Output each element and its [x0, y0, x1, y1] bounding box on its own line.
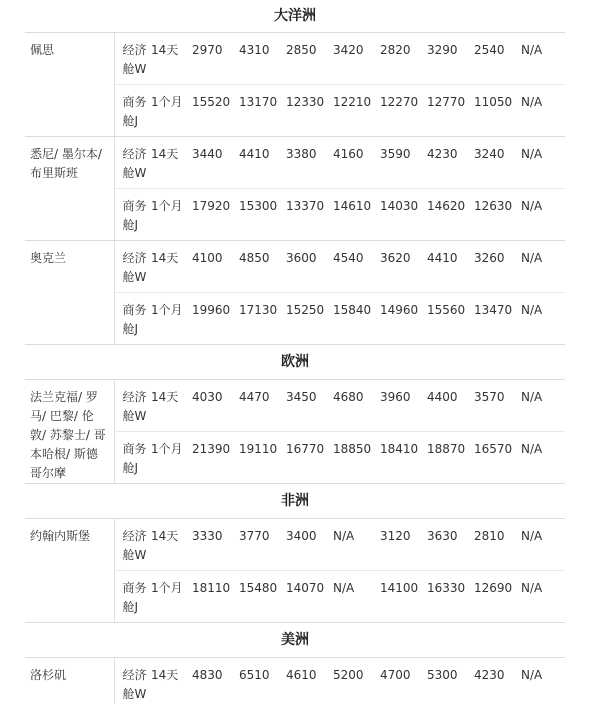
fare-price: 11050 — [472, 85, 519, 137]
fare-price: 3290 — [425, 33, 472, 85]
cabin-class: 商务舱J — [114, 571, 151, 623]
fare-row — [25, 137, 565, 189]
city-name: 佩思 — [25, 33, 114, 137]
fare-price: 3620 — [378, 241, 425, 293]
fare-price: 4030 — [190, 380, 237, 432]
city-name: 法兰克福/ 罗马/ 巴黎/ 伦敦/ 苏黎士/ 哥本哈根/ 斯德哥尔摩 — [25, 380, 114, 484]
fare-row — [25, 33, 565, 85]
fare-price: 3330 — [190, 519, 237, 571]
fare-price: 3570 — [472, 380, 519, 432]
cabin-class: 商务舱J — [114, 85, 151, 137]
fare-price: 3400 — [284, 519, 331, 571]
fare-price: 12270 — [378, 85, 425, 137]
fare-price: 4410 — [237, 137, 284, 189]
fare-price: 18850 — [331, 432, 378, 484]
cabin-class: 经济舱W — [114, 137, 151, 189]
fare-price: 6510 — [239, 668, 270, 682]
cabin-class: 商务舱J — [114, 293, 151, 345]
fare-price: 14960 — [378, 293, 425, 345]
city-name: 悉尼/ 墨尔本/ 布里斯班 — [25, 137, 114, 241]
stay-duration: 1个月 — [151, 189, 190, 241]
region-header-row — [25, 345, 565, 380]
fare-price: 3600 — [284, 241, 331, 293]
fare-price: N/A — [519, 189, 565, 241]
city-name: 约翰内斯堡 — [25, 519, 114, 623]
fare-price: 14030 — [378, 189, 425, 241]
fare-price: 2540 — [472, 33, 519, 85]
stay-duration: 1个月 — [151, 571, 190, 623]
region-title: 美洲 — [25, 623, 565, 658]
fare-price: 19110 — [237, 432, 284, 484]
fare-price: 2970 — [190, 33, 237, 85]
fare-price: 3450 — [284, 380, 331, 432]
fare-table — [25, 0, 565, 704]
fare-price: 18410 — [378, 432, 425, 484]
fare-price: 15300 — [237, 189, 284, 241]
fare-price: 13170 — [237, 85, 284, 137]
fare-price: N/A — [519, 380, 565, 432]
fare-price: 12770 — [425, 85, 472, 137]
cabin-class: 经济舱W — [114, 380, 151, 432]
fare-price: 12330 — [284, 85, 331, 137]
fare-price: 3420 — [331, 33, 378, 85]
cabin-class: 经济舱W — [114, 241, 151, 293]
fare-price: 2820 — [378, 33, 425, 85]
fare-price: 5200 — [333, 668, 364, 682]
fare-price: 3440 — [190, 137, 237, 189]
fare-row — [25, 380, 565, 432]
region-title: 欧洲 — [25, 345, 565, 380]
fare-price: 3590 — [378, 137, 425, 189]
fare-price: 4540 — [331, 241, 378, 293]
fare-price: 4830 — [192, 668, 223, 682]
fare-price: 12210 — [331, 85, 378, 137]
fare-price: 15840 — [331, 293, 378, 345]
fare-price: 18870 — [425, 432, 472, 484]
fare-price: 15250 — [284, 293, 331, 345]
fare-price: 14070 — [284, 571, 331, 623]
fare-price: N/A — [519, 432, 565, 484]
fare-price: 3240 — [472, 137, 519, 189]
fare-row — [25, 241, 565, 293]
stay-duration: 14天 — [151, 137, 190, 189]
fare-price: 17130 — [237, 293, 284, 345]
cabin-class: 商务舱J — [114, 189, 151, 241]
cabin-class: 商务舱J — [114, 432, 151, 484]
fare-price: 2850 — [284, 33, 331, 85]
fare-price: 3770 — [237, 519, 284, 571]
fare-price: N/A — [521, 668, 543, 682]
fare-price: 17920 — [190, 189, 237, 241]
region-title: 非洲 — [25, 484, 565, 519]
fare-price: 15480 — [237, 571, 284, 623]
fare-price: N/A — [519, 85, 565, 137]
fare-price: 12690 — [472, 571, 519, 623]
fare-price: N/A — [519, 137, 565, 189]
stay-duration: 1个月 — [151, 432, 190, 484]
fare-price: 14100 — [378, 571, 425, 623]
fare-price: 14610 — [331, 189, 378, 241]
cabin-class: 经济舱W — [114, 519, 151, 571]
fare-price: 4310 — [237, 33, 284, 85]
fare-price: 21390 — [190, 432, 237, 484]
fare-price: N/A — [331, 571, 378, 623]
city-name: 奥克兰 — [25, 241, 114, 345]
fare-price: 16570 — [472, 432, 519, 484]
fare-price: 4230 — [425, 137, 472, 189]
fare-price: 2810 — [472, 519, 519, 571]
fare-price: N/A — [519, 293, 565, 345]
fare-price: 3960 — [378, 380, 425, 432]
fare-table-body — [25, 0, 565, 704]
fare-price: 19960 — [190, 293, 237, 345]
region-header-row — [25, 623, 565, 658]
fare-price: 16770 — [284, 432, 331, 484]
stay-duration: 1个月 — [151, 293, 190, 345]
fare-price: 4700 — [380, 668, 411, 682]
fare-price: 5300 — [427, 668, 458, 682]
fare-price: 4400 — [425, 380, 472, 432]
fare-price: 12630 — [472, 189, 519, 241]
stay-duration: 14天 — [151, 380, 190, 432]
fare-price: 16330 — [425, 571, 472, 623]
fare-row — [25, 519, 565, 571]
fare-price: 18110 — [190, 571, 237, 623]
fare-price: 3380 — [284, 137, 331, 189]
region-header-row — [25, 484, 565, 519]
fare-price: 13470 — [472, 293, 519, 345]
fare-price: 4610 — [286, 668, 317, 682]
fare-price: 4100 — [190, 241, 237, 293]
stay-duration: 14天 — [151, 668, 179, 682]
fare-price: N/A — [519, 33, 565, 85]
fare-price: 4410 — [425, 241, 472, 293]
fare-price: 15560 — [425, 293, 472, 345]
fare-price: 3260 — [472, 241, 519, 293]
stay-duration: 1个月 — [151, 85, 190, 137]
fare-price: 4680 — [331, 380, 378, 432]
region-title: 大洋洲 — [25, 0, 565, 33]
stay-duration: 14天 — [151, 241, 190, 293]
fare-price: N/A — [519, 241, 565, 293]
fare-price: N/A — [519, 519, 565, 571]
fare-price: 4230 — [474, 668, 505, 682]
fare-price: N/A — [331, 519, 378, 571]
fare-row — [25, 658, 565, 705]
fare-price: 13370 — [284, 189, 331, 241]
fare-price: 4160 — [331, 137, 378, 189]
fare-price: N/A — [519, 571, 565, 623]
stay-duration: 14天 — [151, 33, 190, 85]
region-header-row — [25, 0, 565, 33]
fare-price: 3630 — [425, 519, 472, 571]
cabin-class: 经济舱W — [122, 668, 147, 701]
city-name: 洛杉矶 — [25, 658, 114, 705]
fare-price: 4470 — [237, 380, 284, 432]
fare-price: 15520 — [190, 85, 237, 137]
fare-price: 4850 — [237, 241, 284, 293]
fare-price: 3120 — [378, 519, 425, 571]
stay-duration: 14天 — [151, 519, 190, 571]
cabin-class: 经济舱W — [114, 33, 151, 85]
fare-price: 14620 — [425, 189, 472, 241]
